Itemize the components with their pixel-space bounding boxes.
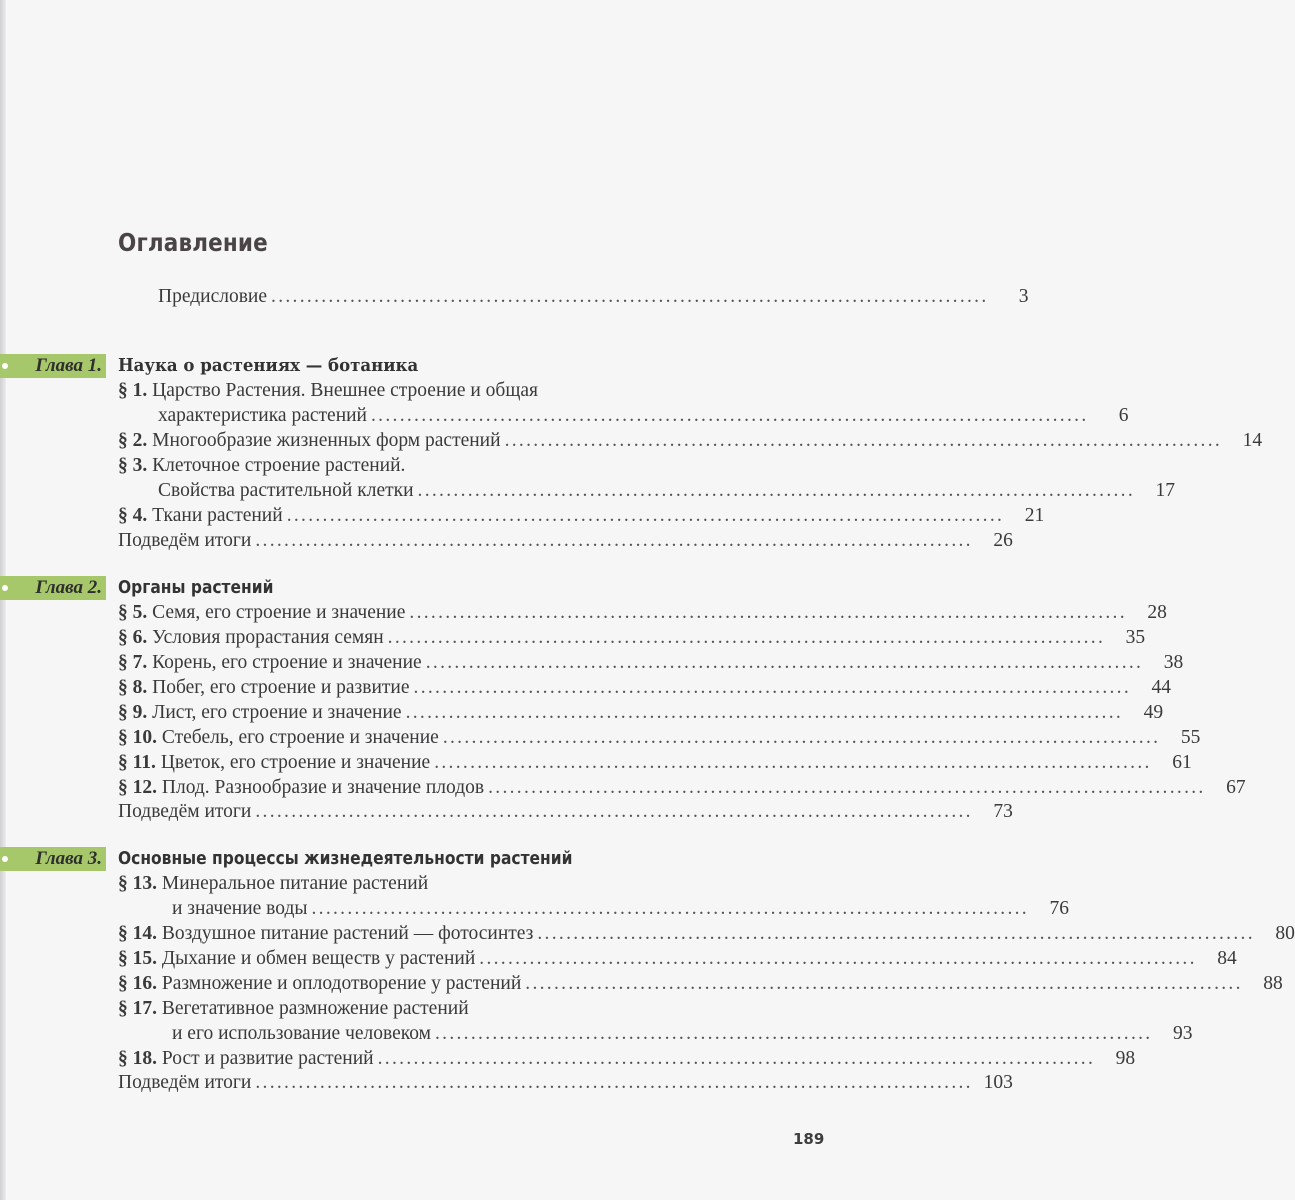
chapter-title: Наука о растениях — ботаника xyxy=(118,355,419,376)
section-number: § 7. xyxy=(118,652,148,673)
toc-entry-section-8[interactable] xyxy=(0,676,1172,700)
section-title: Стебель, его строение и значение xyxy=(161,727,439,748)
leader-dots: .................................................................................................... xyxy=(434,752,1152,773)
section-number: § 8. xyxy=(118,677,148,698)
toc-entry-section-1[interactable] xyxy=(0,379,900,403)
leader-dots: .................................................................................................... xyxy=(413,677,1132,698)
section-title: Корень, его строение и значение xyxy=(152,652,422,673)
leader-dots: .................................................................................................... xyxy=(479,948,1197,969)
section-title: Дыхание и обмен веществ у растений xyxy=(161,948,476,969)
leader-dots: .................................................................................................... xyxy=(434,1023,1153,1044)
summary-label: Подведём итоги xyxy=(118,801,252,822)
section-title: Цветок, его строение и значение xyxy=(160,752,431,773)
entry-page: 98 xyxy=(1115,1048,1136,1069)
section-number: § 11. xyxy=(118,752,156,773)
leader-dots: .................................................................................................... xyxy=(405,702,1124,723)
entry-page: 28 xyxy=(1147,602,1167,623)
chapter-badge: Глава 2. xyxy=(0,576,106,600)
chapter-1-heading[interactable] xyxy=(0,354,900,378)
toc-entry-section-15[interactable] xyxy=(0,947,1237,971)
section-number: § 6. xyxy=(118,627,148,648)
entry-page: 73 xyxy=(993,801,1013,822)
entry-page: 93 xyxy=(1172,1023,1193,1044)
entry-page: 26 xyxy=(993,530,1013,551)
section-number: § 1. xyxy=(118,380,148,401)
toc-entry-section-18[interactable] xyxy=(0,1047,1136,1071)
entry-page: 14 xyxy=(1242,430,1263,451)
leader-dots: .................................................................................................... xyxy=(255,530,973,551)
leader-dots: .................................................................................................... xyxy=(255,801,973,822)
section-number: § 16. xyxy=(118,973,157,994)
bullet-dot-icon xyxy=(2,856,8,862)
leader-dots: .................................................................................................... xyxy=(371,405,1089,426)
leader-dots: .................................................................................................... xyxy=(417,480,1136,501)
section-title: Плод. Разнообразие и значение плодов xyxy=(161,777,485,798)
leader-dots: .................................................................................................... xyxy=(504,430,1223,451)
chapter-3-heading[interactable] xyxy=(0,847,900,871)
entry-page: 6 xyxy=(1118,405,1129,426)
section-title: Ткани растений xyxy=(152,505,283,526)
section-number: § 14. xyxy=(118,923,157,944)
toc-entry-section-11[interactable] xyxy=(0,751,1192,775)
toc-entry-section-16[interactable] xyxy=(0,972,1283,996)
entry-page: 61 xyxy=(1172,752,1192,773)
entry-page: 44 xyxy=(1151,677,1172,698)
toc-entry-section-9[interactable] xyxy=(0,701,1164,725)
leader-dots: .................................................................................................... xyxy=(525,973,1243,994)
leader-dots: .................................................................................................... xyxy=(311,898,1029,919)
leader-dots: .................................................................................................... xyxy=(286,505,1005,526)
entry-page: 55 xyxy=(1180,727,1201,748)
leader-dots: .................................................................................................... xyxy=(387,627,1106,648)
entry-page: 17 xyxy=(1155,480,1176,501)
section-number: § 18. xyxy=(118,1048,157,1069)
section-number: § 17. xyxy=(118,998,157,1019)
section-title-cont: и его использование человеком xyxy=(172,1023,431,1044)
toc-entry-section-12[interactable] xyxy=(0,776,1246,800)
chapter-title: Органы растений xyxy=(118,577,274,598)
section-title: Воздушное питание растений — фотосинтез xyxy=(161,923,534,944)
entry-label: Предисловие xyxy=(158,286,268,307)
section-title: Клеточное строение растений. xyxy=(152,455,406,476)
chapter-badge: Глава 3. xyxy=(0,847,106,871)
toc-entry-section-13[interactable] xyxy=(0,872,900,896)
toc-entry-section-17[interactable] xyxy=(0,997,900,1021)
toc-entry-summary-1[interactable] xyxy=(0,529,1013,553)
entry-page: 67 xyxy=(1226,777,1246,798)
chapter-title: Основные процессы жизнедеятельности растений xyxy=(118,848,573,869)
entry-page: 88 xyxy=(1263,973,1283,994)
section-number: § 9. xyxy=(118,702,148,723)
toc-title: Оглавление xyxy=(118,228,268,257)
toc-entry-section-3[interactable] xyxy=(0,454,900,478)
section-number: § 2. xyxy=(118,430,148,451)
toc-entry-section-3-cont[interactable] xyxy=(0,479,1176,503)
leader-dots: .................................................................................................... xyxy=(409,602,1127,623)
section-number: § 13. xyxy=(118,873,157,894)
entry-page: 84 xyxy=(1217,948,1237,969)
leader-dots: .................................................................................................... xyxy=(377,1048,1096,1069)
bullet-dot-icon xyxy=(2,585,8,591)
toc-entry-section-13-cont[interactable] xyxy=(0,897,1069,921)
section-title: Побег, его строение и развитие xyxy=(152,677,410,698)
toc-entry-section-17-cont[interactable] xyxy=(0,1022,1193,1046)
leader-dots: .................................................................................................... xyxy=(442,727,1161,748)
toc-entry-section-4[interactable] xyxy=(0,504,1045,528)
toc-entry-preface[interactable] xyxy=(0,285,1029,309)
section-number: § 10. xyxy=(118,727,157,748)
summary-label: Подведём итоги xyxy=(118,530,252,551)
toc-entry-summary-2[interactable] xyxy=(0,800,1013,824)
section-number: § 3. xyxy=(118,455,148,476)
entry-page: 103 xyxy=(983,1072,1013,1093)
entry-page: 3 xyxy=(1018,286,1029,307)
toc-entry-section-7[interactable] xyxy=(0,651,1184,675)
leader-dots: .................................................................................................... xyxy=(488,777,1206,798)
section-title: Лист, его строение и значение xyxy=(152,702,402,723)
section-title: Вегетативное размножение растений xyxy=(161,998,469,1019)
entry-page: 76 xyxy=(1049,898,1069,919)
section-title: Условия прорастания семян xyxy=(152,627,384,648)
entry-page: 49 xyxy=(1143,702,1164,723)
section-title-cont: и значение воды xyxy=(172,898,308,919)
section-title-cont: характеристика растений xyxy=(158,405,367,426)
section-title-cont: Свойства растительной клетки xyxy=(158,480,414,501)
section-title: Царство Растения. Внешнее строение и общая xyxy=(152,380,538,401)
entry-page: 80 xyxy=(1275,923,1295,944)
summary-label: Подведём итоги xyxy=(118,1072,252,1093)
chapter-2-heading[interactable] xyxy=(0,576,900,600)
section-number: § 5. xyxy=(118,602,148,623)
toc-entry-summary-3[interactable] xyxy=(0,1071,1013,1095)
section-title: Многообразие жизненных форм растений xyxy=(152,430,501,451)
section-title: Семя, его строение и значение xyxy=(152,602,406,623)
toc-entry-section-2[interactable] xyxy=(0,429,1263,453)
toc-entry-section-6[interactable] xyxy=(0,626,1146,650)
toc-entry-section-5[interactable] xyxy=(0,601,1167,625)
entry-page: 35 xyxy=(1125,627,1146,648)
section-number: § 12. xyxy=(118,777,157,798)
section-number: § 4. xyxy=(118,505,148,526)
leader-dots: .................................................................................................... xyxy=(255,1072,973,1093)
toc-entry-section-1-cont[interactable] xyxy=(0,404,1129,428)
section-title: Рост и развитие растений xyxy=(161,1048,374,1069)
entry-page: 38 xyxy=(1163,652,1184,673)
bullet-dot-icon xyxy=(2,363,8,369)
section-title: Минеральное питание растений xyxy=(161,873,429,894)
page-number: 189 xyxy=(793,1130,825,1148)
toc-entry-section-14[interactable] xyxy=(0,922,1295,946)
section-number: § 15. xyxy=(118,948,157,969)
leader-dots: .................................................................................................... xyxy=(271,286,989,307)
section-title: Размножение и оплодотворение у растений xyxy=(161,973,522,994)
entry-page: 21 xyxy=(1024,505,1045,526)
leader-dots: .................................................................................................... xyxy=(425,652,1144,673)
toc-entry-section-10[interactable] xyxy=(0,726,1201,750)
chapter-badge: Глава 1. xyxy=(0,354,106,378)
leader-dots: .................................................................................................... xyxy=(537,923,1255,944)
